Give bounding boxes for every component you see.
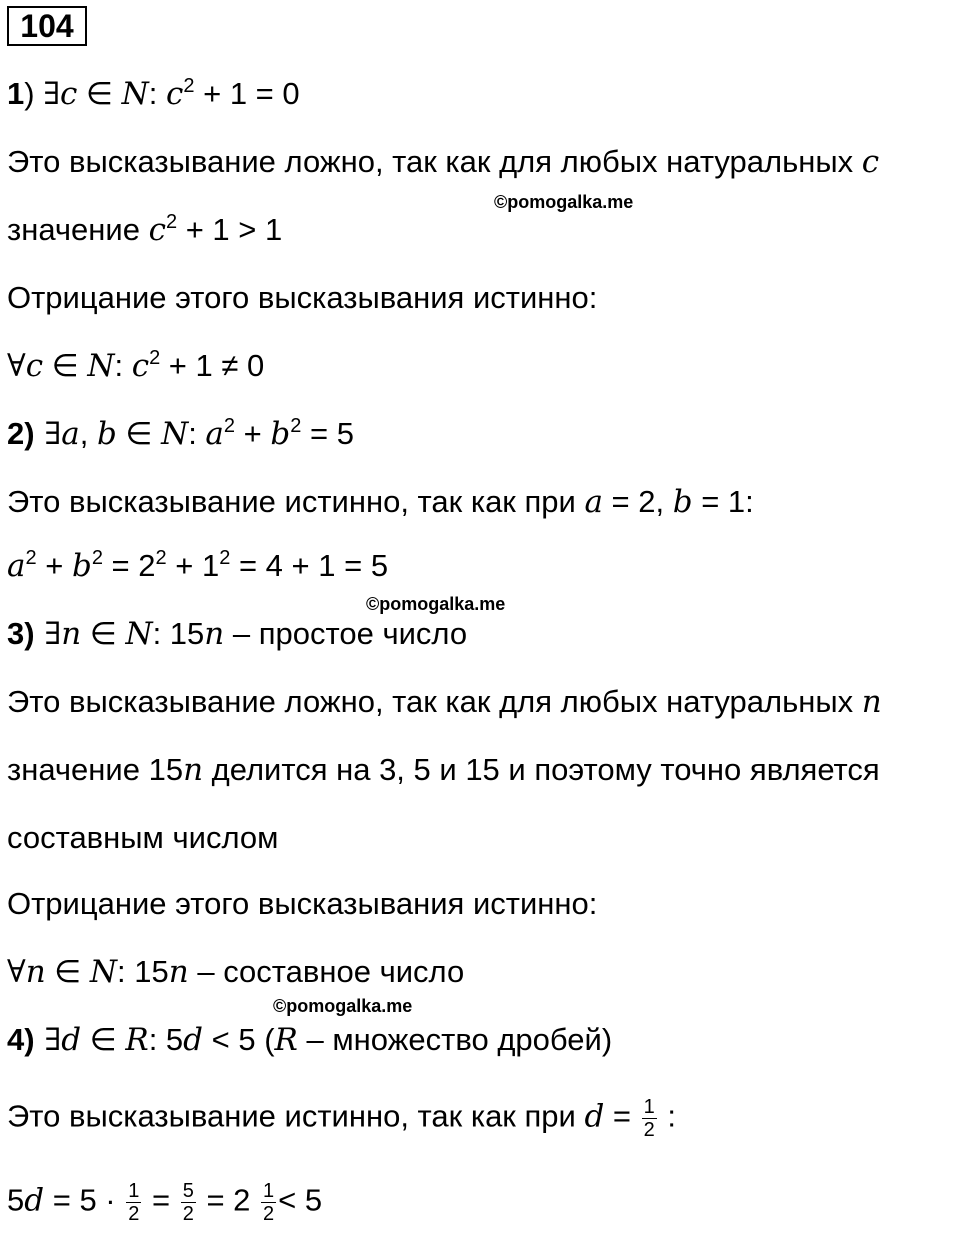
- watermark: ©pomogalka.me: [366, 594, 506, 614]
- fraction-one-half: $\frac{1}{2}$: [263, 1180, 275, 1225]
- item3-explanation-end: составным числом: [7, 820, 279, 855]
- item1-statement: 1) ∃c ∈ N: $c^2 + 1 = 0$: [7, 75, 300, 112]
- item3-explanation-cont: значение 15n делится на 3, 5 и 15 и поэтому точно является: [7, 752, 880, 788]
- item4-explanation: Это высказывание истинно, так как при d = $\frac{1}{2}$ :: [7, 1096, 676, 1141]
- item3-negation-label: Отрицание этого высказывания истинно:: [7, 886, 598, 921]
- fraction-one-half: $\frac{1}{2}$: [128, 1180, 140, 1225]
- item4-calculation: 5d = 5 · $\frac{1}{2}$ = $\frac{5}{2}$ = 2 $\frac{1}{2}$ < 5: [7, 1180, 323, 1225]
- problem-number-box: 104: [7, 6, 87, 46]
- item3-negation: ∀n ∈ N: 15n – составное число: [7, 954, 465, 990]
- item2-statement: 2) ∃a, b ∈ N: $a^2 + b^2 = 5$: [7, 415, 354, 452]
- item1-negation-label: Отрицание этого высказывания истинно:: [7, 280, 598, 315]
- item2-calculation: $a^2 + b^2 = 2^2 + 1^2 = 4 + 1 = 5$: [7, 547, 389, 584]
- watermark: ©pomogalka.me: [273, 996, 413, 1016]
- item1-negation: ∀c ∈ N: $c^2 + 1 \ne 0$: [7, 347, 265, 384]
- item4-statement: 4) ∃d ∈ R: 5d < 5 (R – множество дробей): [7, 1022, 613, 1058]
- item3-statement: 3) ∃n ∈ N: 15n – простое число: [7, 616, 468, 652]
- item1-explanation: Это высказывание ложно, так как для любых натуральных c: [7, 144, 880, 180]
- item3-explanation: Это высказывание ложно, так как для любых натуральных n: [7, 684, 882, 720]
- item2-explanation: Это высказывание истинно, так как при a = 2, b = 1:: [7, 484, 754, 520]
- item1-explanation-cont: значение $c^2 + 1 > 1$: [7, 211, 283, 248]
- fraction-one-half: $\frac{1}{2}$: [643, 1096, 655, 1141]
- fraction-five-halves: $\frac{5}{2}$: [182, 1180, 194, 1225]
- watermark: ©pomogalka.me: [494, 192, 634, 212]
